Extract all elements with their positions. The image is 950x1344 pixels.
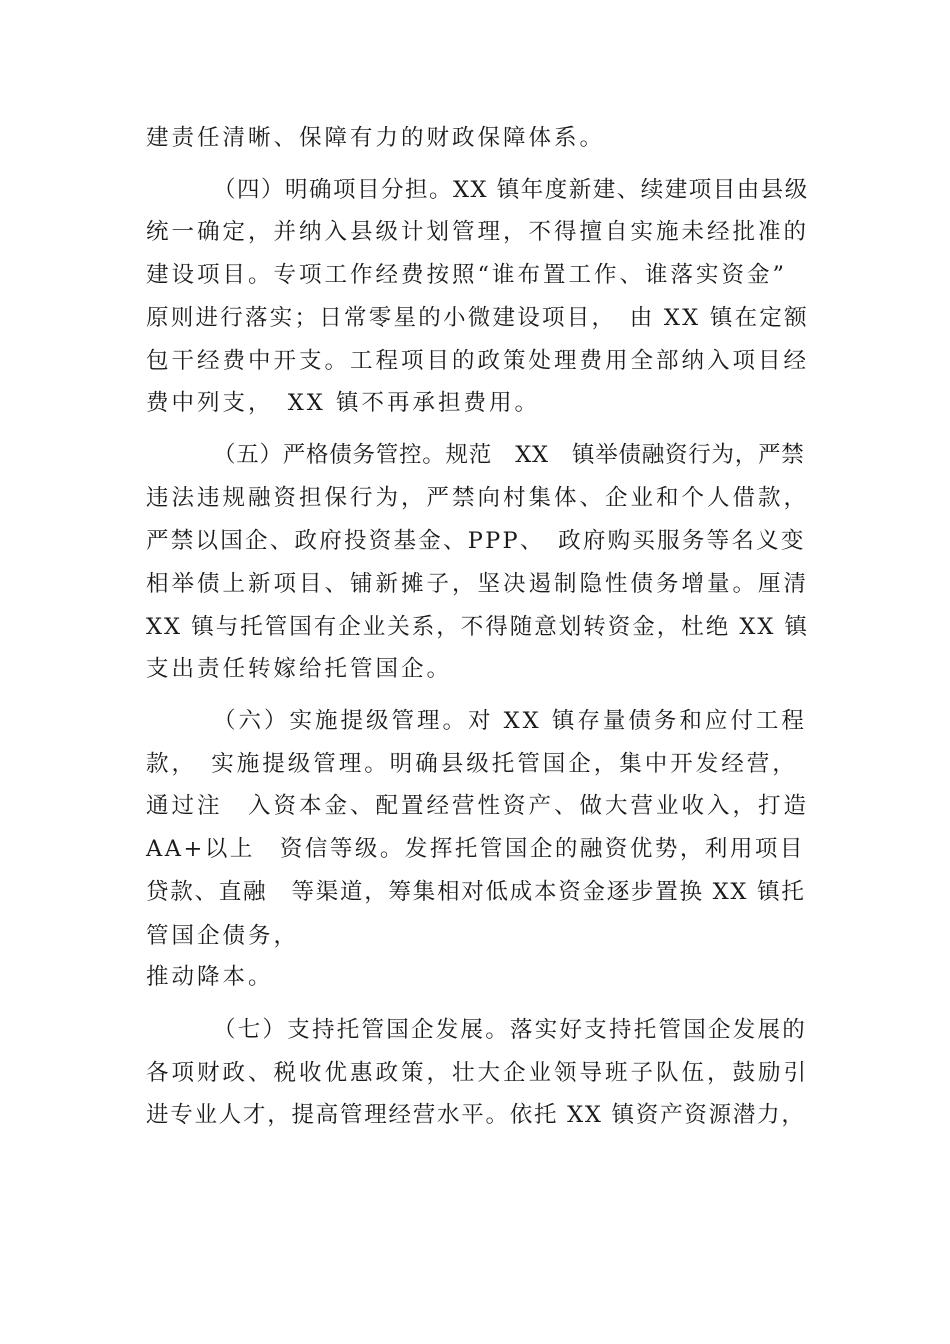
paragraph-line: 贷款、直融 等渠道，筹集相对低成本资金逐步置换 XX 镇托	[146, 879, 806, 905]
paragraph-line: （六）实施提级管理。对 XX 镇存量债务和应付工程	[213, 708, 807, 734]
paragraph-line: 管国企债务，	[146, 923, 300, 949]
paragraph-line: （五）严格债务管控。规范 XX 镇举债融资行为，严禁	[213, 442, 805, 468]
paragraph-line: （七）支持托管国企发展。落实好支持托管国企发展的	[213, 1017, 808, 1043]
paragraph-line: 支出责任转嫁给托管国企。	[146, 656, 453, 682]
paragraph-line: 推动降本。	[146, 964, 274, 990]
paragraph-line: 费中列支， XX 镇不再承担费用。	[146, 390, 540, 416]
paragraph-line: 相举债上新项目、铺新摊子，坚决遏制隐性债务增量。厘清	[146, 571, 810, 597]
paragraph-line: 建责任清晰、保障有力的财政保障体系。	[146, 125, 606, 151]
paragraph-line: AA+以上 资信等级。发挥托管国企的融资优势，利用项目	[146, 836, 805, 862]
paragraph-line: 通过注 入资本金、配置经营性资产、做大营业收入，打造	[146, 793, 810, 819]
paragraph-line: 包干经费中开支。工程项目的政策处理费用全部纳入项目经	[146, 348, 810, 374]
paragraph-line: 各项财政、税收优惠政策，壮大企业领导班子队伍，鼓励引	[146, 1060, 810, 1086]
paragraph-line: 严禁以国企、政府投资基金、PPP、 政府购买服务等名义变	[146, 528, 806, 554]
paragraph-line: 统一确定，并纳入县级计划管理，不得擅自实施未经批准的	[146, 219, 810, 245]
paragraph-line: XX 镇与托管国有企业关系，不得随意划转资金，杜绝 XX 镇	[146, 614, 810, 640]
paragraph-line: 原则进行落实；日常零星的小微建设项目， 由 XX 镇在定额	[146, 305, 809, 331]
paragraph-line: （四）明确项目分担。XX 镇年度新建、续建项目由县级	[213, 177, 809, 203]
paragraph-line: 违法违规融资担保行为，严禁向村集体、企业和个人借款，	[146, 485, 810, 511]
paragraph-line: 款， 实施提级管理。明确县级托管国企，集中开发经营，	[146, 751, 798, 777]
paragraph-line: 进专业人才，提高管理经营水平。依托 XX 镇资产资源潜力，	[146, 1102, 806, 1128]
paragraph-line: 建设项目。专项工作经费按照“谁布置工作、谁落实资金”	[146, 262, 788, 288]
